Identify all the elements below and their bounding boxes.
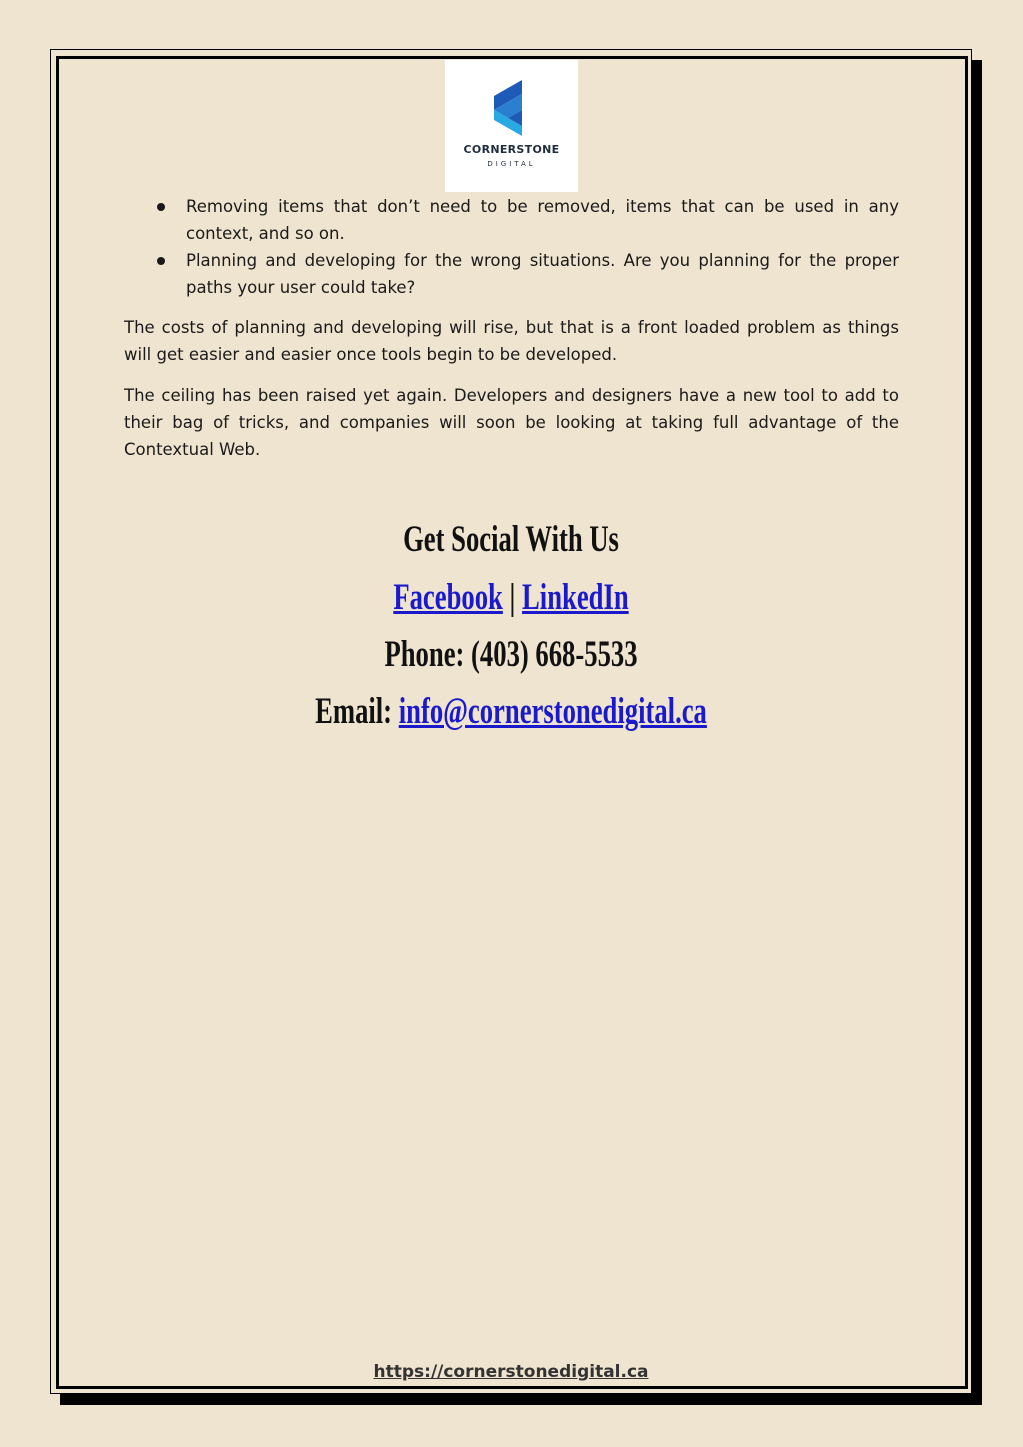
email-line	[185, 690, 837, 733]
article-body	[124, 193, 899, 477]
social-links	[185, 576, 837, 619]
phone-text: Phone: (403) 668-5533	[384, 634, 638, 675]
linkedin-link[interactable]: LinkedIn	[522, 577, 629, 618]
list-item	[124, 247, 899, 301]
paragraph: The ceiling has been raised yet again. Developers and designers have a new tool to add to their bag of tricks, and companies will soon be looking at taking full advantage of the Contextual Web.	[124, 386, 899, 459]
cornerstone-logo	[445, 60, 578, 192]
footer-url-link[interactable]: https://cornerstonedigital.ca	[373, 1362, 649, 1382]
email-link[interactable]: info@cornerstonedigital.ca	[398, 691, 707, 732]
bullet-list	[124, 193, 899, 301]
bullet-text: Removing items that don’t need to be removed, items that can be used in any context, and so on.	[186, 197, 899, 243]
logo-subtitle: DIGITAL	[487, 160, 536, 168]
social-heading: Get Social With Us	[403, 519, 619, 560]
link-separator: |	[509, 577, 523, 618]
bullet-icon	[157, 257, 165, 265]
bullet-icon	[157, 203, 165, 211]
list-item	[124, 193, 899, 247]
logo-name: CORNERSTONE	[463, 143, 560, 156]
facebook-link[interactable]: Facebook	[393, 577, 503, 618]
bullet-text: Planning and developing for the wrong situations. Are you planning for the proper paths your user could take?	[186, 251, 899, 297]
logo-chevron-icon	[494, 80, 530, 136]
email-label: Email:	[315, 691, 399, 732]
paragraph: The costs of planning and developing will rise, but that is a front loaded problem as things will get easier and easier once tools begin to be developed.	[124, 318, 899, 364]
